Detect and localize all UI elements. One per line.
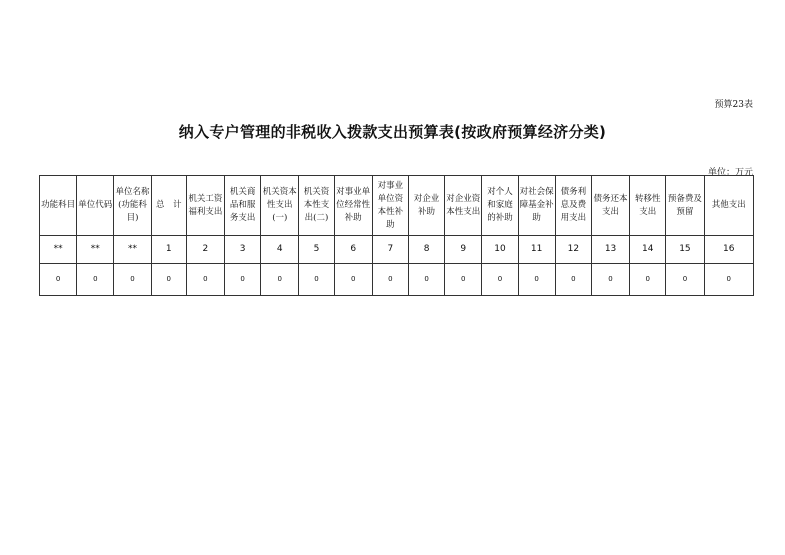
value-cell: 0 bbox=[225, 264, 261, 296]
index-cell: ** bbox=[40, 236, 77, 264]
index-cell: 16 bbox=[704, 236, 753, 264]
value-cell: 0 bbox=[114, 264, 151, 296]
header-cell: 单位名称(功能科目) bbox=[114, 176, 151, 236]
header-cell: 单位代码 bbox=[77, 176, 114, 236]
value-cell: 0 bbox=[630, 264, 666, 296]
index-cell: 8 bbox=[408, 236, 444, 264]
value-cell: 0 bbox=[518, 264, 555, 296]
header-cell: 对企业补助 bbox=[408, 176, 444, 236]
index-cell: 2 bbox=[186, 236, 224, 264]
index-cell: 14 bbox=[630, 236, 666, 264]
value-cell: 0 bbox=[334, 264, 372, 296]
header-cell: 债务还本支出 bbox=[591, 176, 629, 236]
index-cell: 13 bbox=[591, 236, 629, 264]
header-cell: 机关资本性支出(二) bbox=[299, 176, 334, 236]
header-cell: 对个人和家庭的补助 bbox=[482, 176, 518, 236]
index-cell: 9 bbox=[445, 236, 482, 264]
index-cell: 12 bbox=[555, 236, 591, 264]
index-cell: 5 bbox=[299, 236, 334, 264]
header-cell: 机关工资福利支出 bbox=[186, 176, 224, 236]
value-cell: 0 bbox=[299, 264, 334, 296]
header-cell: 对事业单位资本性补助 bbox=[372, 176, 408, 236]
index-cell: 11 bbox=[518, 236, 555, 264]
index-cell: 1 bbox=[151, 236, 186, 264]
value-cell: 0 bbox=[482, 264, 518, 296]
value-cell: 0 bbox=[40, 264, 77, 296]
header-cell: 预备费及预留 bbox=[666, 176, 704, 236]
value-cell: 0 bbox=[151, 264, 186, 296]
unit-label: 单位：万元 bbox=[707, 168, 753, 178]
header-cell: 对事业单位经常性补助 bbox=[334, 176, 372, 236]
index-cell: ** bbox=[77, 236, 114, 264]
table-number: 预算23表 bbox=[714, 100, 753, 110]
header-cell: 机关资本性支出(一) bbox=[261, 176, 299, 236]
value-cell: 0 bbox=[704, 264, 753, 296]
budget-table bbox=[39, 175, 754, 296]
header-cell: 其他支出 bbox=[704, 176, 753, 236]
header-cell: 转移性支出 bbox=[630, 176, 666, 236]
header-cell: 功能科目 bbox=[40, 176, 77, 236]
index-cell: 15 bbox=[666, 236, 704, 264]
index-cell: 6 bbox=[334, 236, 372, 264]
index-cell: 3 bbox=[225, 236, 261, 264]
value-cell: 0 bbox=[445, 264, 482, 296]
header-row bbox=[40, 176, 754, 236]
index-row bbox=[40, 236, 754, 264]
value-cell: 0 bbox=[77, 264, 114, 296]
index-cell: 7 bbox=[372, 236, 408, 264]
value-cell: 0 bbox=[555, 264, 591, 296]
index-cell: 10 bbox=[482, 236, 518, 264]
index-cell: 4 bbox=[261, 236, 299, 264]
header-cell: 对企业资本性支出 bbox=[445, 176, 482, 236]
page-title: 纳入专户管理的非税收入拨款支出预算表(按政府预算经济分类) bbox=[178, 123, 607, 141]
value-cell: 0 bbox=[591, 264, 629, 296]
index-cell: ** bbox=[114, 236, 151, 264]
table-row bbox=[40, 264, 754, 296]
value-cell: 0 bbox=[372, 264, 408, 296]
header-cell: 对社会保障基金补助 bbox=[518, 176, 555, 236]
value-cell: 0 bbox=[186, 264, 224, 296]
header-cell: 机关商品和服务支出 bbox=[225, 176, 261, 236]
header-cell: 总 计 bbox=[151, 176, 186, 236]
value-cell: 0 bbox=[666, 264, 704, 296]
value-cell: 0 bbox=[408, 264, 444, 296]
value-cell: 0 bbox=[261, 264, 299, 296]
header-cell: 债务利息及费用支出 bbox=[555, 176, 591, 236]
